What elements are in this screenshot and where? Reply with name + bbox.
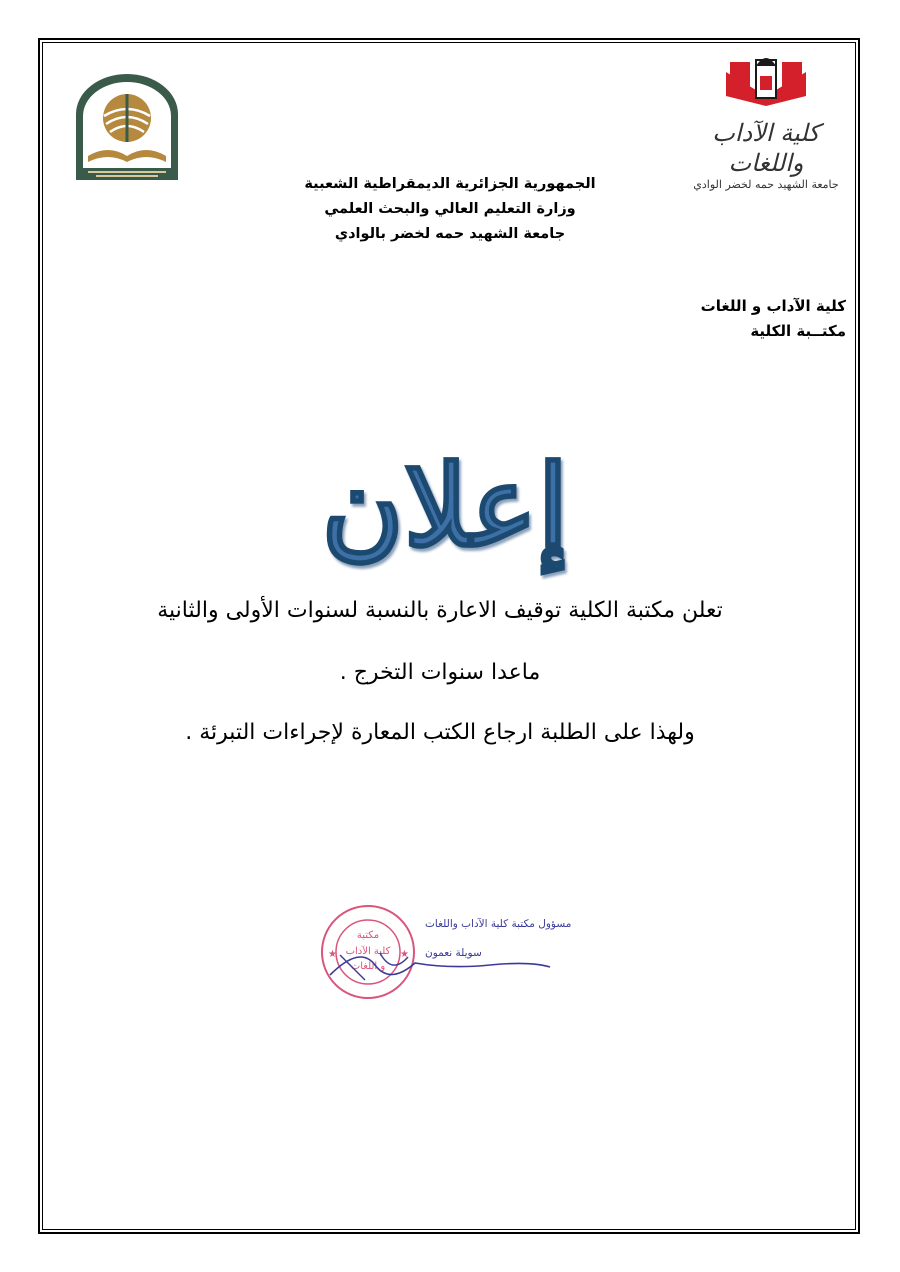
university-logo: [68, 72, 186, 188]
announcement-title: [255, 440, 635, 580]
stamp-faculty-label: كلية الآداب: [345, 946, 391, 957]
stamp-languages-label: و اللغات: [350, 961, 386, 972]
announcement-line-2: ماعدا سنوات التخرج .: [339, 660, 541, 685]
announcement-title-text: إعلان: [321, 441, 569, 572]
header-university: جامعة الشهيد حمه لخضر بالوادي: [334, 226, 566, 242]
stamp-star-left: ★: [328, 949, 337, 960]
stamp-star-right: ★: [400, 949, 409, 960]
faculty-name: كلية الآداب و اللغات: [700, 297, 846, 315]
stamp-library-label: مكتبة: [356, 930, 380, 941]
announcement-line-1: تعلن مكتبة الكلية توقيف الاعارة بالنسبة لسنوات الأولى والثانية: [157, 598, 723, 623]
official-header: [250, 172, 650, 247]
handwritten-signature: [320, 935, 560, 990]
faculty-logo-text: [684, 118, 848, 192]
faculty-library: مكتــبة الكلية: [750, 322, 846, 340]
signature-title: مسؤول مكتبة كلية الآداب واللغات: [425, 918, 572, 930]
header-republic: الجمهورية الجزائرية الديمقراطية الشعبية: [304, 176, 596, 192]
faculty-logo-title: كلية الآداب واللغات: [712, 119, 820, 177]
header-ministry: وزارة التعليم العالي والبحث العلمي: [324, 201, 576, 217]
faculty-block: [546, 294, 846, 344]
faculty-logo-subtitle: جامعة الشهيد حمه لخضر الوادي: [693, 178, 839, 191]
announcement-line-3: ولهذا على الطلبة ارجاع الكتب المعارة لإجراءات التبرئة .: [185, 720, 695, 745]
signature-name: سويلة نعمون: [425, 947, 482, 959]
